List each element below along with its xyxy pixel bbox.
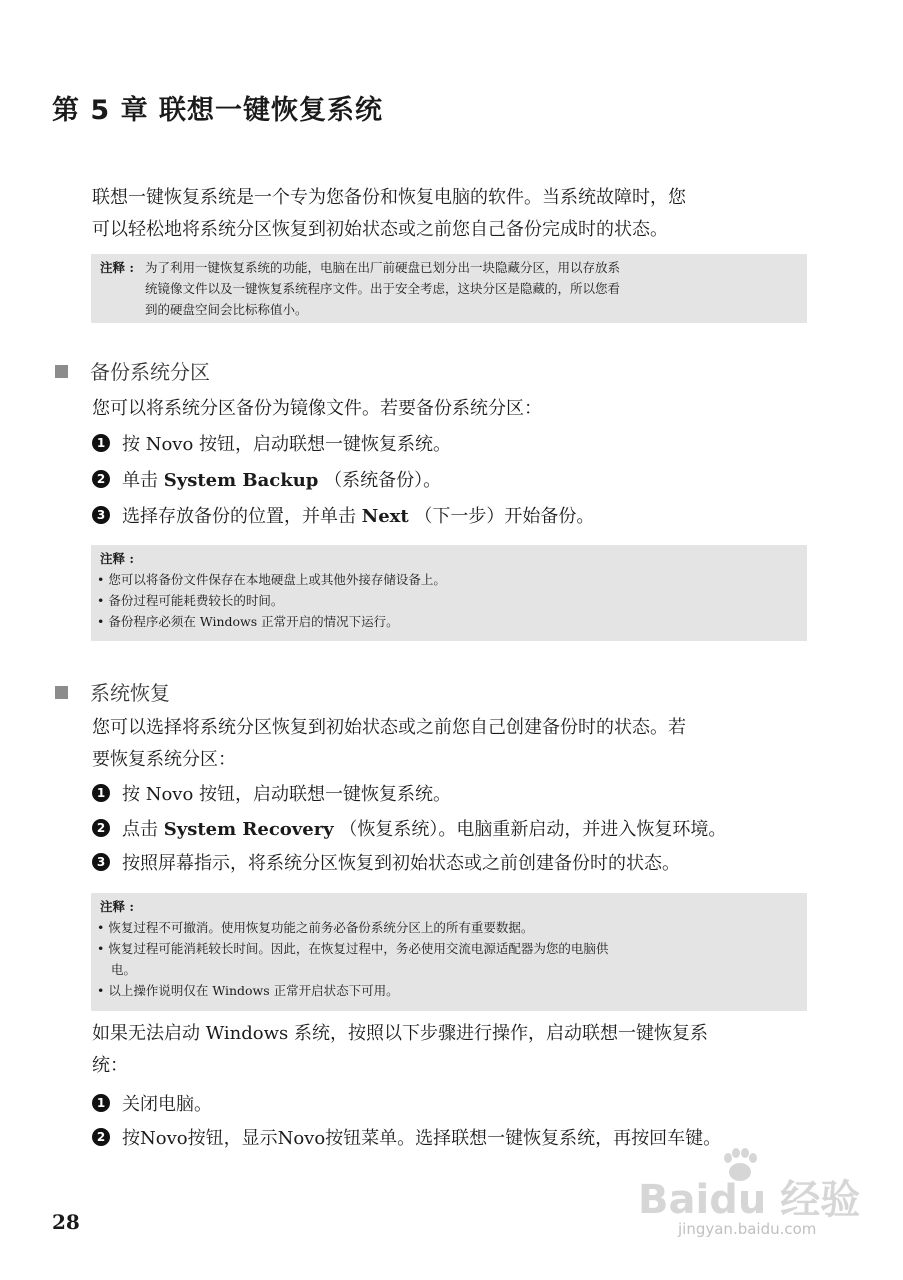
restore-lead	[92, 712, 686, 776]
section-heading-text: 备份系统分区	[90, 360, 210, 384]
note-item: 以上操作说明仅在 Windows 正常开启状态下可用。	[108, 983, 399, 998]
intro-line: 联想一键恢复系统是一个专为您备份和恢复电脑的软件。当系统故障时，您	[92, 187, 686, 208]
step-text: 点击	[122, 819, 164, 840]
restore-lead-line: 要恢复系统分区：	[92, 749, 236, 770]
restore-step-1	[92, 780, 451, 806]
step-text: （系统备份）。	[318, 470, 442, 491]
step-number-icon: 3	[92, 506, 110, 524]
fallback-paragraph	[92, 1018, 708, 1082]
watermark-logo: Baidu 经验	[638, 1177, 861, 1223]
step-number-icon: 2	[92, 1128, 110, 1146]
step-bold-text: System Recovery	[163, 819, 334, 840]
square-bullet-icon	[55, 686, 68, 699]
step-text: 选择存放备份的位置，并单击	[122, 506, 362, 527]
restore-note-box	[91, 893, 807, 1011]
step-number-icon: 1	[92, 434, 110, 452]
fallback-line: 如果无法启动 Windows 系统，按照以下步骤进行操作，启动联想一键恢复系	[92, 1023, 708, 1044]
backup-step-1	[92, 430, 451, 456]
restore-step-3	[92, 849, 680, 875]
step-text: 单击	[122, 470, 164, 491]
note-bullet: • 您可以将备份文件保存在本地硬盘上或其他外接存储设备上。	[97, 572, 446, 587]
note-bullet: • 以上操作说明仅在 Windows 正常开启状态下可用。	[97, 983, 399, 998]
intro-paragraph	[92, 182, 686, 246]
note-item: 备份过程可能耗费较长的时间。	[108, 593, 284, 608]
note-box	[91, 254, 807, 323]
note-label: 注释 :	[100, 551, 134, 566]
watermark-url: jingyan.baidu.com	[678, 1220, 817, 1238]
square-bullet-icon	[55, 365, 68, 378]
page-number: 28	[52, 1210, 80, 1234]
step-number-icon: 2	[92, 819, 110, 837]
restore-lead-line: 您可以选择将系统分区恢复到初始状态或之前您自己创建备份时的状态。若	[92, 717, 686, 738]
note-item: 您可以将备份文件保存在本地硬盘上或其他外接存储设备上。	[108, 572, 446, 587]
step-text: 按照屏幕指示，将系统分区恢复到初始状态或之前创建备份时的状态。	[122, 853, 680, 874]
section-heading-backup	[55, 356, 210, 385]
step-text: 按 Novo 按钮，启动联想一键恢复系统。	[122, 434, 452, 455]
restore-step-2	[92, 815, 726, 841]
note-label: 注释 :	[100, 260, 134, 275]
fallback-step-2	[92, 1124, 721, 1150]
note-item: 备份程序必须在 Windows 正常开启的情况下运行。	[108, 614, 399, 629]
chapter-title: 第 5 章 联想一键恢复系统	[52, 95, 383, 126]
step-number-icon: 2	[92, 470, 110, 488]
step-text: 按 Novo 按钮，启动联想一键恢复系统。	[122, 784, 452, 805]
step-number-icon: 1	[92, 1094, 110, 1112]
fallback-step-1	[92, 1090, 212, 1116]
note-line: 为了利用一键恢复系统的功能，电脑在出厂前硬盘已划分出一块隐藏分区，用以存放系	[145, 260, 621, 275]
note-line: 到的硬盘空间会比标称值小。	[145, 302, 308, 317]
note-item: 恢复过程可能消耗较长时间。因此，在恢复过程中，务必使用交流电源适配器为您的电脑供	[108, 941, 609, 956]
backup-note-box	[91, 545, 807, 641]
note-line: 统镜像文件以及一键恢复系统程序文件。出于安全考虑，这块分区是隐藏的，所以您看	[145, 281, 621, 296]
fallback-line: 统：	[92, 1055, 128, 1076]
note-item: 恢复过程不可撤消。使用恢复功能之前务必备份系统分区上的所有重要数据。	[108, 920, 534, 935]
backup-lead: 您可以将系统分区备份为镜像文件。若要备份系统分区：	[92, 398, 542, 419]
backup-step-3	[92, 502, 594, 528]
step-text: 按Novo按钮，显示Novo按钮菜单。选择联想一键恢复系统，再按回车键。	[122, 1128, 722, 1149]
baidu-watermark	[638, 1148, 861, 1248]
note-item-continuation: 电。	[111, 962, 137, 977]
step-text: （恢复系统）。电脑重新启动，并进入恢复环境。	[333, 819, 727, 840]
note-bullet: • 备份程序必须在 Windows 正常开启的情况下运行。	[97, 614, 399, 629]
note-bullet: • 备份过程可能耗费较长的时间。	[97, 593, 284, 608]
note-bullet: • 恢复过程可能消耗较长时间。因此，在恢复过程中，务必使用交流电源适配器为您的电脑供	[97, 941, 609, 956]
step-text: 关闭电脑。	[122, 1094, 212, 1115]
step-number-icon: 1	[92, 784, 110, 802]
step-bold-text: System Backup	[163, 470, 319, 491]
step-text: （下一步）开始备份。	[408, 506, 595, 527]
section-heading-restore	[55, 677, 170, 706]
section-heading-text: 系统恢复	[90, 681, 170, 705]
backup-step-2	[92, 466, 441, 492]
note-bullet: • 恢复过程不可撤消。使用恢复功能之前务必备份系统分区上的所有重要数据。	[97, 920, 534, 935]
intro-line: 可以轻松地将系统分区恢复到初始状态或之前您自己备份完成时的状态。	[92, 219, 668, 240]
step-bold-text: Next	[361, 506, 409, 527]
step-number-icon: 3	[92, 853, 110, 871]
note-text	[145, 257, 620, 320]
note-label: 注释 :	[100, 899, 134, 914]
